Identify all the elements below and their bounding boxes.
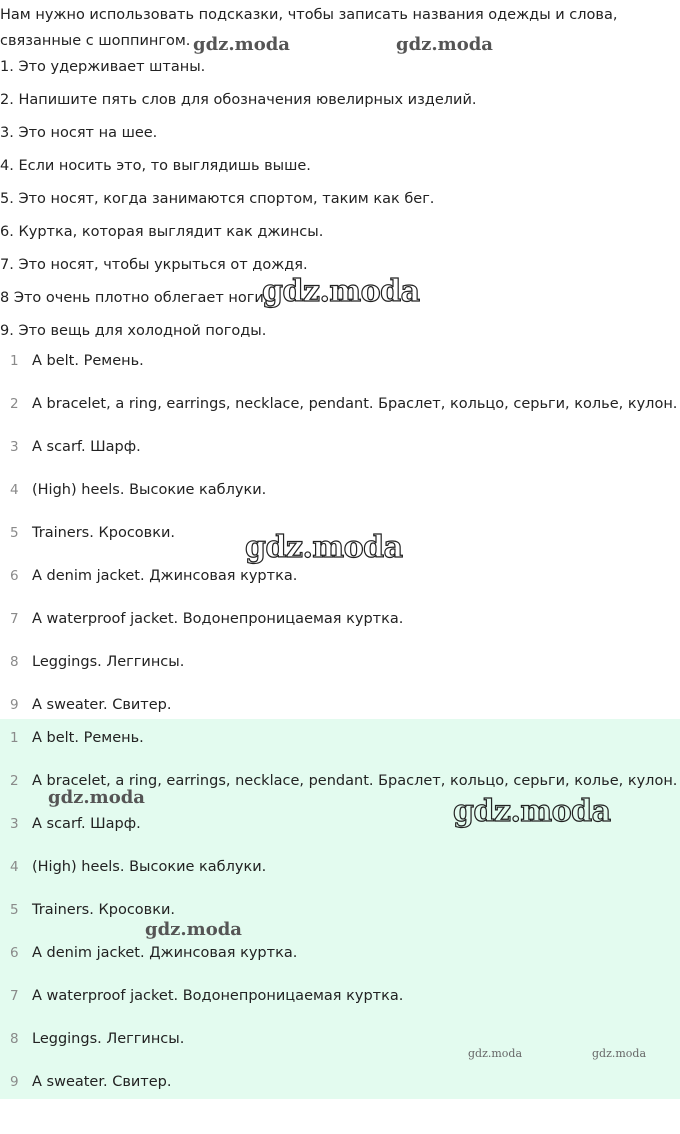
answers-highlighted-list xyxy=(0,719,680,1099)
answer-text: Trainers. Кросовки. xyxy=(32,525,175,541)
question-item: 1. Это удерживает штаны. xyxy=(0,59,206,75)
answer-number: 9 xyxy=(10,1074,19,1090)
answer-text: A scarf. Шарф. xyxy=(32,816,141,832)
answer-number: 6 xyxy=(10,568,19,584)
answer-number: 6 xyxy=(10,945,19,961)
answer-text: A scarf. Шарф. xyxy=(32,439,141,455)
question-item: 4. Если носить это, то выглядишь выше. xyxy=(0,158,311,174)
watermark: gdz.moda xyxy=(592,1047,647,1060)
watermark: gdz.moda xyxy=(145,919,242,940)
watermark: gdz.moda xyxy=(453,794,611,829)
intro-text: Нам нужно использовать подсказки, чтобы записать названия одежды и слова, связанные с шоппингом. xyxy=(0,7,618,49)
answer-number: 5 xyxy=(10,525,19,541)
question-item: 8 Это очень плотно облегает ноги. xyxy=(0,290,269,306)
question-item: 5. Это носят, когда занимаются спортом, таким как бег. xyxy=(0,191,435,207)
answer-text: A sweater. Свитер. xyxy=(32,697,172,713)
watermark: gdz.moda xyxy=(262,274,420,309)
answer-number: 4 xyxy=(10,859,19,875)
watermark: gdz.moda xyxy=(396,34,493,55)
answer-text: Leggings. Леггинсы. xyxy=(32,1031,185,1047)
answer-number: 3 xyxy=(10,439,19,455)
answer-text: Leggings. Леггинсы. xyxy=(32,654,185,670)
question-item: 6. Куртка, которая выглядит как джинсы. xyxy=(0,224,324,240)
question-item: 3. Это носят на шее. xyxy=(0,125,158,141)
answer-text: A bracelet, a ring, earrings, necklace, pendant. Браслет, кольцо, серьги, колье, кулон. xyxy=(32,396,678,412)
answer-text: (High) heels. Высокие каблуки. xyxy=(32,482,267,498)
answer-number: 4 xyxy=(10,482,19,498)
answer-number: 5 xyxy=(10,902,19,918)
question-item: 2. Напишите пять слов для обозначения ювелирных изделий. xyxy=(0,92,477,108)
answer-number: 2 xyxy=(10,773,19,789)
answer-number: 1 xyxy=(10,353,19,369)
answer-text: A waterproof jacket. Водонепроницаемая куртка. xyxy=(32,988,404,1004)
answer-number: 3 xyxy=(10,816,19,832)
answer-text: A sweater. Свитер. xyxy=(32,1074,172,1090)
answer-number: 8 xyxy=(10,1031,19,1047)
answer-text: A bracelet, a ring, earrings, necklace, pendant. Браслет, кольцо, серьги, колье, кулон. xyxy=(32,773,678,789)
answer-text: A denim jacket. Джинсовая куртка. xyxy=(32,945,298,961)
answer-number: 7 xyxy=(10,988,19,1004)
watermark: gdz.moda xyxy=(468,1047,523,1060)
answer-text: A belt. Ремень. xyxy=(32,353,144,369)
watermark: gdz.moda xyxy=(193,34,290,55)
answer-text: A belt. Ремень. xyxy=(32,730,144,746)
answer-number: 2 xyxy=(10,396,19,412)
watermark: gdz.moda xyxy=(48,787,145,808)
answer-text: Trainers. Кросовки. xyxy=(32,902,175,918)
answer-number: 7 xyxy=(10,611,19,627)
answer-number: 8 xyxy=(10,654,19,670)
answer-text: A waterproof jacket. Водонепроницаемая куртка. xyxy=(32,611,404,627)
question-item: 9. Это вещь для холодной погоды. xyxy=(0,323,267,339)
answer-number: 1 xyxy=(10,730,19,746)
answer-text: (High) heels. Высокие каблуки. xyxy=(32,859,267,875)
question-item: 7. Это носят, чтобы укрыться от дождя. xyxy=(0,257,308,273)
watermark: gdz.moda xyxy=(245,530,403,565)
answer-number: 9 xyxy=(10,697,19,713)
answer-text: A denim jacket. Джинсовая куртка. xyxy=(32,568,298,584)
